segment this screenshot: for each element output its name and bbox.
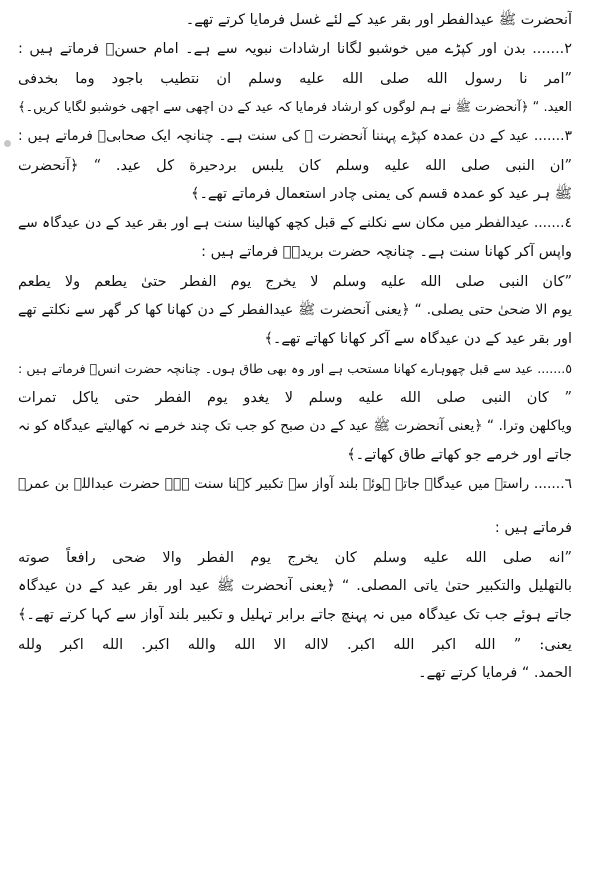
text-line: يوم الا ضحىٰ حتى يصلى. “ ﴿یعنی آنحضرت ﷺ عیدالفطر کے دن کھانا کھا کر گھر سے نکلتے تھے: [18, 302, 572, 318]
text-line: آنحضرت ﷺ عیدالفطر اور بقر عید کے لئے غسل فرمایا کرتے تھے۔: [185, 12, 572, 28]
arabic-quote-line: ”امر نا رسول الله صلى الله عليه وسلم ان نتطيب باجود وما بخدفى: [18, 70, 572, 87]
text-line: ٥....... عید سے قبل چھوہارے کھانا مستحب ہے اور وہ بھی طاق ہوں۔ چنانچہ حضرت انسؓ فرماتے ہیں :: [18, 361, 572, 376]
takbir-line: یعنی: ” الله اكبر الله اكبر. لااله الا الله والله اكبر. الله اكبر ولله: [18, 636, 572, 653]
text-line: بالتهليل والتكبير حتىٰ ياتى المصلى. “ ﴿یعنی آنحضرت ﷺ عید اور بقر عید کے دن عیدگاہ: [18, 578, 572, 594]
text-line: ٣....... عید کے دن عمدہ کپڑے پہننا آنحضرت ﷺ کی سنت ہے۔ چنانچہ ایک صحابیؓ فرماتے ہیں :: [18, 128, 572, 144]
text-line: جاتے ہوئے جب تک عیدگاہ میں نہ پہنچ جاتے برابر تہلیل و تکبیر بلند آواز سے کہا کرتے تھے۔﴾: [18, 607, 572, 623]
text-line: ٢....... بدن اور کپڑے میں خوشبو لگانا ارشادات نبویہ سے ہے۔ امام حسنؓ فرماتے ہیں :: [18, 41, 572, 57]
text-line: جاتے اور خرمے جو کھاتے طاق کھاتے۔﴾: [347, 447, 572, 463]
paragraph-gap: [18, 499, 572, 514]
arabic-quote-line: ”انه صلى الله عليه وسلم كان يخرج يوم الفطر والا ضحى رافعاً صوته: [18, 549, 572, 566]
text-line: اور بقر عید کے دن عیدگاہ سے آکر کھانا کھاتے تھے۔﴾: [264, 331, 572, 347]
text-line: واپس آکر کھانا سنت ہے۔ چنانچہ حضرت بریدہؓ فرماتے ہیں :: [201, 244, 572, 260]
text-line: ٤....... عیدالفطر میں مکان سے نکلنے کے قبل کچھ کھالینا سنت ہے اور بقر عید کے دن عیدگاہ سے: [18, 215, 572, 231]
text-line: وياكلهن وترا. “ ﴿یعنی آنحضرت ﷺ عید کے دن صبح کو جب تک چند خرمے نہ کھالیتے عیدگاہ کو نہ: [18, 418, 572, 434]
arabic-quote-line: ” كان النبى صلى الله عليه وسلم لا يغدو يوم الفطر حتى ياكل تمرات: [18, 389, 572, 406]
arabic-quote-line: ”ان النبى صلى الله عليه وسلم كان يلبس بردحيرة كل عيد. “ ﴿آنحضرت: [18, 157, 572, 174]
text-line: الحمد. “ فرمایا کرتے تھے۔: [418, 665, 572, 681]
text-line: العيد. “ ﴿آنحضرت ﷺ نے ہم لوگوں کو ارشاد فرمایا کہ عید کے دن اچھی سے اچھی خوشبو لگایا کریں۔﴾: [18, 100, 572, 115]
arabic-quote-line: ”كان النبى صلى الله عليه وسلم لا يخرج يوم الفطر حتىٰ يطعم ولا يطعم: [18, 273, 572, 290]
text-line: ﷺ ہر عید کو عمدہ قسم کی یمنی چادر استعمال فرماتے تھے۔﴾: [191, 186, 572, 202]
scan-speck: [4, 140, 11, 147]
text-line: ٦....... راستے میں عیدگاہ جاتے ہوئے بلند آواز سے تکبیر کہنا سنت ہے۔ حضرت عبداللہ بن عمرؓ: [18, 476, 572, 492]
text-line: فرماتے ہیں :: [494, 520, 572, 536]
